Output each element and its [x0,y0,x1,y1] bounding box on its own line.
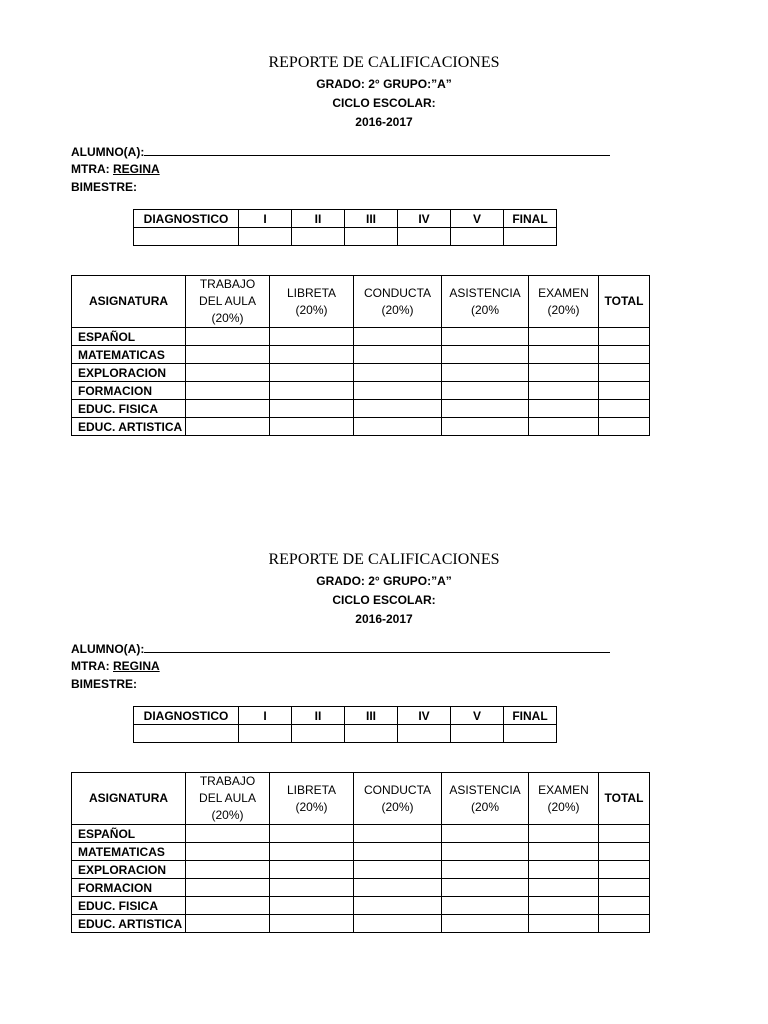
header-trabajo: TRABAJO DEL AULA (20%) [186,773,270,825]
diag-header-iv: IV [398,707,451,725]
table-row [72,418,650,436]
diagnostic-header-row [134,210,557,228]
table-row [72,843,650,861]
table-row [72,897,650,915]
header-examen: EXAMEN (20%) [529,276,599,328]
diag-cell [292,228,345,246]
header-conducta: CONDUCTA (20%) [354,276,442,328]
subject-label: FORMACION [72,879,186,897]
diag-cell [345,725,398,743]
diagnostic-header-row [134,707,557,725]
subject-label: FORMACION [72,382,186,400]
diag-header-i: I [239,210,292,228]
diag-cell [292,725,345,743]
table-row [72,346,650,364]
mtra-label: MTRA: [71,162,113,176]
grado-grupo: GRADO: 2° GRUPO:”A” [316,574,452,588]
diag-cell [504,228,557,246]
diag-header-diagnostico: DIAGNOSTICO [134,707,239,725]
mtra-field [71,161,160,177]
diag-cell [239,228,292,246]
subject-label: MATEMATICAS [72,346,186,364]
table-row [72,879,650,897]
report-title: REPORTE DE CALIFICACIONES [268,551,500,568]
subject-label: EDUC. FISICA [72,400,186,418]
header-libreta: LIBRETA (20%) [270,773,354,825]
header-total: TOTAL [599,773,650,825]
diag-cell [451,228,504,246]
header-asistencia: ASISTENCIA (20% [442,773,529,825]
header-asistencia: ASISTENCIA (20% [442,276,529,328]
bimestre-field [71,676,137,692]
ciclo-label: CICLO ESCOLAR: [332,96,436,110]
diagnostic-table [133,209,557,246]
ciclo-value: 2016-2017 [355,612,413,626]
table-row [72,364,650,382]
alumno-blank-line [144,640,610,653]
header-libreta: LIBRETA (20%) [270,276,354,328]
alumno-field [71,143,610,160]
diag-header-final: FINAL [504,707,557,725]
header-total: TOTAL [599,276,650,328]
diag-header-v: V [451,210,504,228]
table-row [72,382,650,400]
alumno-label: ALUMNO(A): [71,145,145,159]
subject-label: ESPAÑOL [72,825,186,843]
diag-header-diagnostico: DIAGNOSTICO [134,210,239,228]
mtra-value: REGINA [113,162,160,176]
diag-cell [134,725,239,743]
diag-header-ii: II [292,707,345,725]
alumno-blank-line [144,143,610,156]
subject-label: EDUC. FISICA [72,897,186,915]
table-row [72,825,650,843]
grades-header-row [72,773,650,825]
mtra-field [71,658,160,674]
bimestre-label: BIMESTRE: [71,677,137,691]
header-asignatura: ASIGNATURA [72,276,186,328]
bimestre-field [71,179,137,195]
diagnostic-value-row [134,228,557,246]
mtra-label: MTRA: [71,659,113,673]
diag-cell [239,725,292,743]
diagnostic-table [133,706,557,743]
table-row [72,861,650,879]
diag-cell [451,725,504,743]
table-row [72,328,650,346]
report-title: REPORTE DE CALIFICACIONES [268,54,500,71]
diag-header-final: FINAL [504,210,557,228]
table-row [72,915,650,933]
diag-header-iv: IV [398,210,451,228]
alumno-label: ALUMNO(A): [71,642,145,656]
header-trabajo: TRABAJO DEL AULA (20%) [186,276,270,328]
grades-header-row [72,276,650,328]
header-asignatura: ASIGNATURA [72,773,186,825]
diag-header-iii: III [345,210,398,228]
grado-grupo: GRADO: 2° GRUPO:”A” [316,77,452,91]
subject-label: EXPLORACION [72,364,186,382]
subject-label: ESPAÑOL [72,328,186,346]
bimestre-label: BIMESTRE: [71,180,137,194]
mtra-value: REGINA [113,659,160,673]
diag-cell [134,228,239,246]
diag-header-i: I [239,707,292,725]
table-row [72,400,650,418]
diagnostic-value-row [134,725,557,743]
header-conducta: CONDUCTA (20%) [354,773,442,825]
diag-cell [398,725,451,743]
subject-label: EXPLORACION [72,861,186,879]
alumno-field [71,640,610,657]
diag-cell [345,228,398,246]
diag-header-ii: II [292,210,345,228]
diag-header-v: V [451,707,504,725]
ciclo-label: CICLO ESCOLAR: [332,593,436,607]
subject-label: EDUC. ARTISTICA [72,915,186,933]
diag-header-iii: III [345,707,398,725]
subject-label: MATEMATICAS [72,843,186,861]
grades-table [71,772,650,933]
header-examen: EXAMEN (20%) [529,773,599,825]
grades-table [71,275,650,436]
ciclo-value: 2016-2017 [355,115,413,129]
diag-cell [504,725,557,743]
diag-cell [398,228,451,246]
subject-label: EDUC. ARTISTICA [72,418,186,436]
